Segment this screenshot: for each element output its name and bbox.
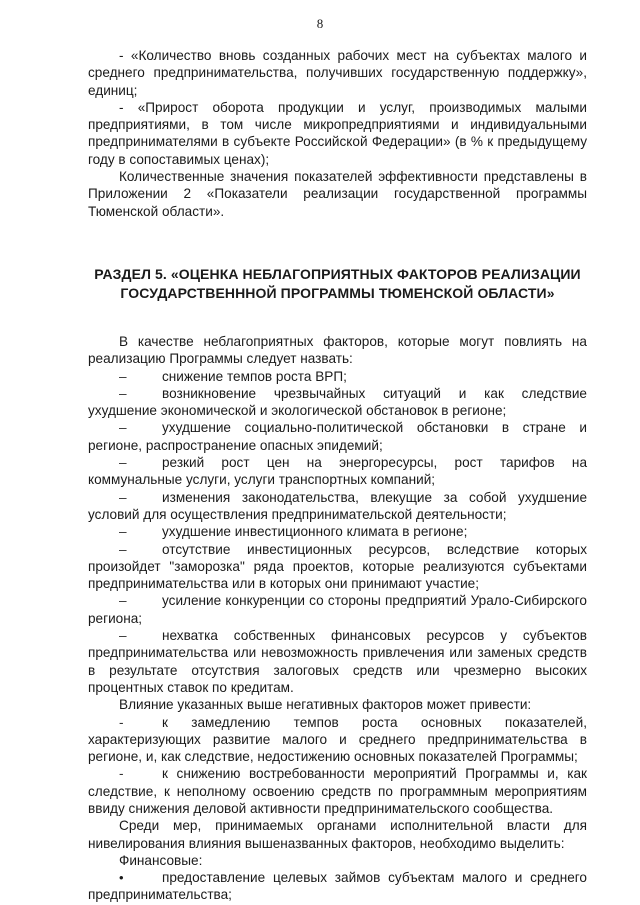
- measures-lead: Среди мер, принимаемых органами исполнительной власти для нивелирования влияния вышеназванных факторов, необходимо выделить:: [88, 818, 587, 851]
- dash-marker: –: [119, 420, 127, 436]
- factor-item: [88, 454, 587, 489]
- impact-text: к снижению востребованности мероприятий Программы и, как следствие, к неполному освоению средств по программным мероприятиям ввиду снижения деловой активности предпринимательского сообщества.: [88, 766, 587, 816]
- dash-marker: –: [119, 455, 127, 471]
- factor-item: [88, 419, 587, 454]
- factor-item: [88, 541, 587, 593]
- quantitative-note: Количественные значения показателей эффективности представлены в Приложении 2 «Показатели реализации государственной программы Тюменской области».: [88, 169, 587, 219]
- page-number: 8: [316, 16, 324, 31]
- factor-text: ухудшение социально-политической обстановки в стране и регионе, распространение опасных эпидемий;: [88, 420, 587, 453]
- factor-item: [88, 368, 587, 385]
- financial-text: предоставление целевых займов субъектам малого и среднего предпринимательства;: [88, 870, 587, 903]
- factor-item: [88, 523, 587, 540]
- factor-text: усиление конкуренции со стороны предприятий Урало-Сибирского региона;: [88, 593, 587, 626]
- impact-text: к замедлению темпов роста основных показателей, характеризующих развитие малого и среднего предпринимательства в регионе, и, как следствие, недостижению основных показателей Программы;: [88, 714, 587, 765]
- bullet-icon: •: [119, 870, 124, 886]
- factors-lead: В качестве неблагоприятных факторов, которые могут повлиять на реализацию Программы следует назвать:: [88, 333, 587, 367]
- impact-item: [88, 765, 587, 817]
- factor-text: возникновение чрезвычайных ситуаций и как следствие ухудшение экономической и экологической обстановок в регионе;: [88, 385, 587, 419]
- impact-lead: Влияние указанных выше негативных факторов может привести:: [119, 697, 532, 713]
- indicator-1: - «Количество вновь созданных рабочих мест на субъектах малого и среднего предпринимательства, получивших государственную поддержку», единиц;: [88, 48, 587, 98]
- factor-text: изменения законодательства, влекущие за собой ухудшение условий для осуществления предпринимательской деятельности;: [88, 489, 587, 522]
- document-body: [88, 47, 587, 904]
- factor-text: нехватка собственных финансовых ресурсов у субъектов предпринимательства или невозможность привлечения или заменых средств в результате отсутствия залоговых средств или чрезмерно высоких процентных ставок по кредитам.: [88, 628, 587, 695]
- dash-marker: –: [119, 628, 127, 644]
- dash-marker: -: [119, 714, 124, 730]
- factor-text: резкий рост цен на энергоресурсы, рост тарифов на коммунальные услуги, услуги транспортных компаний;: [88, 455, 587, 488]
- factor-text: отсутствие инвестиционных ресурсов, вследствие которых произойдет "заморозка" ряда проектов, которые реализуются субъектами предпринимательства или в которых они принимают участие;: [88, 541, 587, 592]
- dash-marker: –: [119, 541, 127, 557]
- factor-text: ухудшение инвестиционного климата в регионе;: [162, 524, 468, 540]
- dash-marker: –: [119, 385, 127, 401]
- dash-marker: –: [119, 524, 127, 540]
- financial-label: Финансовые:: [119, 852, 203, 868]
- impact-item: [88, 714, 587, 766]
- factor-item: [88, 489, 587, 524]
- dash-marker: -: [119, 766, 124, 782]
- dash-marker: –: [119, 489, 127, 505]
- factor-item: [88, 592, 587, 627]
- spacer: [88, 220, 587, 265]
- factor-text: снижение темпов роста ВРП;: [162, 368, 347, 384]
- financial-item: [88, 869, 587, 904]
- factor-item: [88, 385, 587, 420]
- factor-item: [88, 627, 587, 696]
- spacer: [88, 303, 587, 333]
- dash-marker: –: [119, 368, 127, 384]
- section-heading: РАЗДЕЛ 5. «ОЦЕНКА НЕБЛАГОПРИЯТНЫХ ФАКТОРОВ РЕАЛИЗАЦИИ ГОСУДАРСТВЕНННОЙ ПРОГРАММЫ ТЮМЕНСКОЙ ОБЛАСТИ»: [94, 265, 581, 301]
- dash-marker: –: [119, 593, 127, 609]
- indicator-2: - «Прирост оборота продукции и услуг, производимых малыми предприятиями, в том числе микропредприятиями и индивидуальными предпринимателями в субъекте Российской Федерации» (в % к предыдущему году в сопоставимых ценах);: [88, 99, 587, 167]
